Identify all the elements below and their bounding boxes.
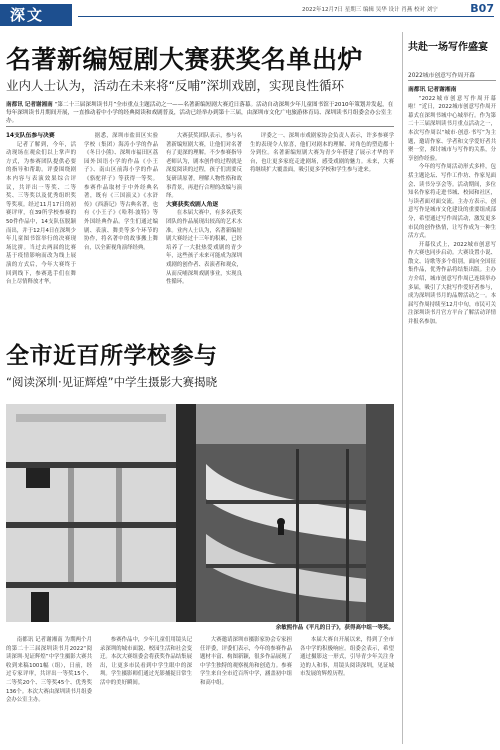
article1-paragraph: 据悉，深圳市盐田区实验学校（集团）海涛小学的作品《冬日小熊》、深圳市福田区荔园外国语小学的作品《小王子》、南山区前海小学的作品《骆驼祥子》等获得一等奖。参赛作品取材于中外经典名著，既有《三国演义》《水浒传》《西游记》等古典名著，也有《小王子》《哈利·波特》等外国经典作品。学生们通过编剧、表演、舞美等多个环节的协作，将名著中的故事搬上舞台，以全新视角演绎经典。 — [84, 133, 158, 251]
article2-column-3 — [200, 636, 292, 746]
article2-paragraph: 本届大赛自开展以来，得到了全市各中学的积极响应。组委会表示，希望通过摄影这一形式，引导青少年关注身边的人和事，用镜头阅读深圳，见证城市发展的辉煌历程。 — [300, 637, 394, 678]
sidebar-divider — [402, 32, 403, 744]
article2-photo — [6, 404, 394, 622]
sidebar-title-rule — [408, 80, 496, 81]
issue-info: 2022年12月7日 星期三 编辑 吴华 设计 肖燕 校对 刘宁 — [302, 7, 438, 13]
sidebar-paragraph: 开幕仪式上，2022城市创意写作大赛也同步启动。大赛设置小说、散文、诗歌等多个组别，面向全国征集作品，优秀作品将结集出版。主办方介绍，城市创意写作周已连续举办多届，吸引了大批写作爱好者参与，成为深圳读书月的品牌活动之一。本届写作周持续至12月中旬，市民可关注深圳读书月官方平台了解活动详情并报名参加。 — [408, 241, 496, 326]
section-tag: 深文 — [0, 4, 72, 26]
article1-paragraph: 记者了解到，今年，活动现场在观众们以上掌声的方式，为参赛团队提供必要的指导和帮助。评委围绕剧本内容与表演效果综合评议，共评出一等奖、二等奖、三等奖以及优秀组织奖等奖项。经过11月17日的初赛评审，在39所学校参赛的50件作品中，14支队伍脱颖而出，并于12月4日在深圳少年儿童图书馆举行的决赛现场比拼。当过去两届的比赛基于疫情影响而改为线上展演的方式后，今年大赛终于回到线下，参赛选手们在舞台上尽情释放才华。 — [6, 141, 76, 286]
article1-lead-text: “第二十三届深圳读书月”全市重点主题活动之一——名著新编短剧大赛近日落幕。活动自动深圳少年儿童图书馆于2010年策划并发起，在每年深圳读书月期间开展，一直推动着中小学的经典阅读和戏剧普及，活动已经举办到第十三届，由深圳市文化广电旅游体育局、深圳读书月组委会办公室主办。 — [6, 102, 394, 124]
article1-lead — [6, 101, 394, 125]
article1-column-2 — [84, 132, 158, 330]
article1-paragraph: 评委之一、深圳市戏剧家协会负责人表示，许多参赛学生的表现令人惊喜，他们对剧本的理解、对角色的塑造都十分到位。名著新编短剧大赛为青少年搭建了展示才华的平台，也让更多家庭走进剧场，感受戏剧的魅力。未来，大赛将继续扩大覆盖面，吸引更多学校和学生参与进来。 — [250, 133, 394, 174]
main-column — [4, 32, 398, 750]
masthead-rule — [78, 16, 494, 17]
article1-paragraph: 在本届大赛中，有多名获奖团队的作品展现出较高的艺术水准。业内人士认为，名著新编短剧大赛经过十三年的积累，已经培养了一大批热爱戏剧的青少年，这些孩子未来可能成为深圳戏剧的创作者、表演者和观众，从而反哺深圳戏剧事业，实现良性循环。 — [166, 210, 242, 286]
article1-subhead: 业内人士认为，活动在未来将“反哺”深圳戏剧，实现良性循环 — [6, 78, 344, 93]
page-number: B07 — [470, 2, 494, 15]
building-photo-image — [6, 404, 394, 622]
article1-lead-byline: 南都讯 记者谢湘南 — [6, 102, 53, 108]
sidebar-headline: 共赴一场写作盛宴 — [408, 42, 488, 53]
article1-headline: 名著新编短剧大赛获奖名单出炉 — [6, 45, 364, 74]
article2-headline: 全市近百所学校参与 — [6, 343, 218, 369]
article2-column-2 — [100, 636, 192, 746]
article2-photo-caption: 余敏熙作品《平凡的日子》，获得高中组一等奖。 — [275, 625, 394, 631]
sidebar-byline: 南都讯 记者谢湘南 — [408, 87, 457, 93]
article1-column-3 — [166, 132, 242, 330]
article1-subsection-heading: 14支队伍参与决赛 — [6, 133, 55, 139]
article1-column-1 — [6, 132, 76, 330]
article2-paragraph: 南都讯 记者谢湘南 为期两个月的第二十三届深圳读书月2022“阅读深圳·见证辉煌”中学生摄影大赛共收到来稿1001幅（组），日前，经过专家评审，共评出一等奖15个、二等奖20个、三等奖45个、优秀奖136个。本次大赛由深圳读书月组委会办公室主办。 — [6, 637, 92, 704]
masthead — [0, 0, 500, 28]
article1-divider — [6, 126, 394, 127]
sidebar-paragraph: “2022城市创意写作周开幕啦！”近日，2022城市创意写作周开幕式在深圳书城中心城举行。作为第二十三届深圳读书月重点活动之一，本次写作周以“城市·创意·书写”为主题，邀请作家、学者和文学爱好者共聚一堂，探讨城市与写作的关系，分享创作经验。 — [408, 95, 496, 162]
article2-subhead: “阅读深圳·见证辉煌”中学生摄影大赛揭晓 — [6, 375, 218, 389]
article2-paragraph: 大赛邀请深圳市摄影家协会专家担任评委，评委们表示，今年的参赛作品题材丰富、构图新颖，很多作品展现了中学生独特的观察视角和创造力。参赛学生来自全市近百所中学，涵盖初中组和高中组。 — [200, 637, 292, 686]
article1-column-4 — [250, 132, 394, 330]
sidebar-body — [408, 86, 496, 746]
article2-column-1 — [6, 636, 92, 746]
sidebar-paragraph: 今年的写作周活动形式多样，包括主题论坛、写作工作坊、作家见面会、读书分享会等。活动期间，多位知名作家将走进书城、校园和社区，与读者面对面交流。主办方表示，创意写作是城市文化建设的重要组成部分，希望通过写作周活动，激发更多市民的创作热情，让写作成为一种生活方式。 — [408, 164, 496, 240]
article1-paragraph: 大赛获奖团队表示，参与名著新编短剧大赛，让他们对名著有了更深的理解。不少参赛指导老师认为，剧本创作的过程就是深度阅读的过程，孩子们需要反复研读原著，理解人物性格和故事背景，再进行合理的改编与演绎。 — [166, 133, 242, 200]
article2-column-4 — [300, 636, 394, 746]
article2-paragraph: 参赛作品中，少年儿童们用镜头记录深圳的城市面貌、校园生活和社会变迁。本次大赛组委会将获奖作品结集展出，让更多市民看到中学生眼中的深圳。学生摄影师们通过光影捕捉日常生活中的美好瞬间。 — [100, 637, 192, 686]
sidebar-subhead: 2022城市创意写作周开幕 — [408, 73, 475, 79]
article1-subsection-heading: 大赛获奖戏剧人角逐 — [166, 201, 219, 208]
sidebar — [408, 32, 496, 750]
